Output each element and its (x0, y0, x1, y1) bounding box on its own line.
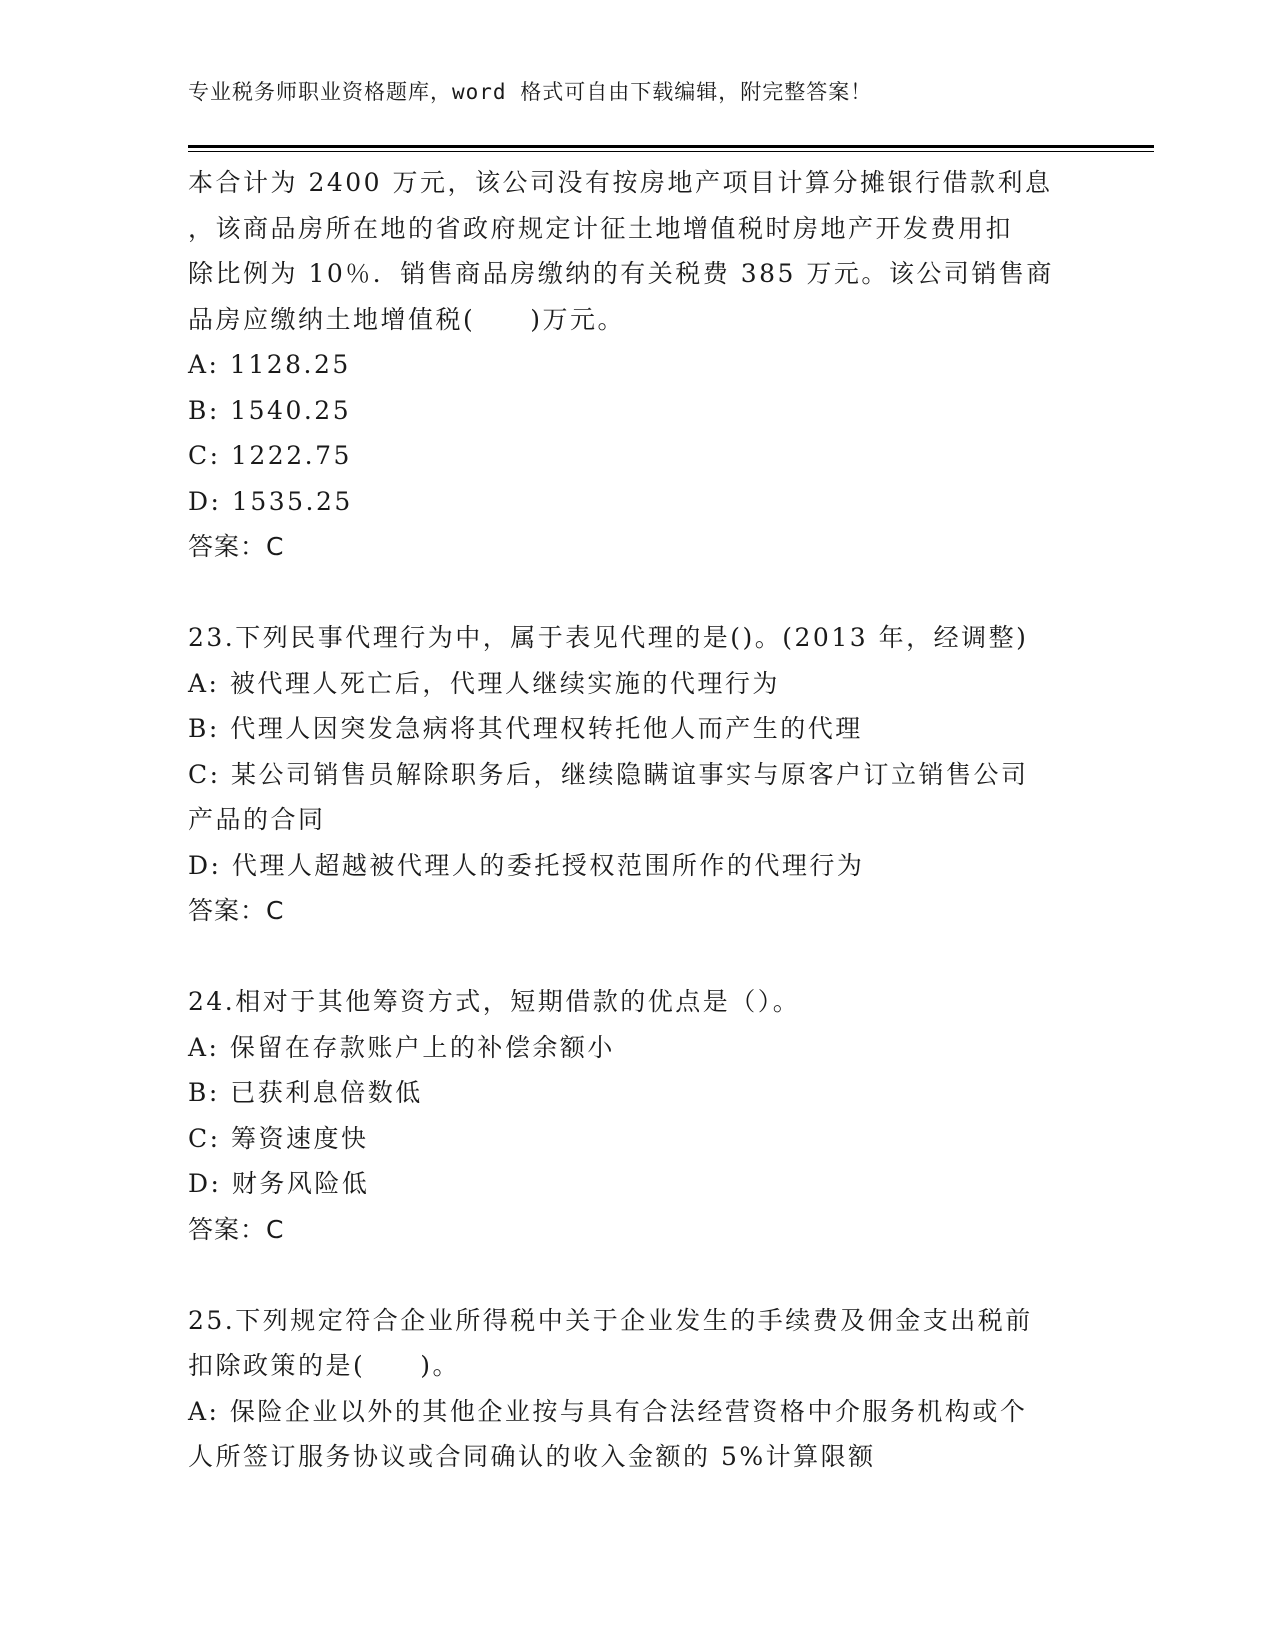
q22-stem-line: 本合计为 2400 万元，该公司没有按房地产项目计算分摊银行借款利息 (188, 168, 1053, 197)
q22-option-d: D: 1535.25 (188, 486, 353, 516)
q24-answer: 答案：C (188, 1214, 285, 1244)
spacer (188, 570, 1088, 616)
header-divider-thin (188, 151, 1154, 152)
question-content (188, 160, 1088, 1480)
q24-option-a: A: 保留在存款账户上的补偿余额小 (188, 1032, 615, 1062)
q22-option-c: C: 1222.75 (188, 441, 352, 470)
spacer (188, 934, 1088, 980)
q22-stem-line: 品房应缴纳土地增值税( )万元。 (188, 304, 626, 334)
q22-option-a: A: 1128.25 (188, 350, 351, 379)
q23-stem: 23.下列民事代理行为中，属于表见代理的是()。(2013 年，经调整) (188, 623, 1029, 652)
q24-stem: 24.相对于其他筹资方式，短期借款的优点是（）。 (188, 987, 801, 1016)
q22-stem-line: 除比例为 10％．销售商品房缴纳的有关税费 385 万元。该公司销售商 (188, 259, 1054, 288)
q23-option-b: B: 代理人因突发急病将其代理权转托他人而产生的代理 (188, 714, 863, 743)
q25-stem-line: 扣除政策的是( )。 (188, 1351, 461, 1380)
q23-option-a: A: 被代理人死亡后，代理人继续实施的代理行为 (188, 668, 780, 698)
q25-stem-line: 25.下列规定符合企业所得税中关于企业发生的手续费及佣金支出税前 (188, 1305, 1033, 1335)
q24-option-c: C: 筹资速度快 (188, 1123, 369, 1153)
q22-answer: 答案：C (188, 532, 285, 561)
page-header: 专业税务师职业资格题库，word 格式可自由下载编辑，附完整答案！ (188, 80, 873, 104)
q23-option-c-cont: 产品的合同 (188, 805, 326, 834)
q22-stem-line: ，该商品房所在地的省政府规定计征土地增值税时房地产开发费用扣 (188, 213, 1014, 243)
q24-option-d: D: 财务风险低 (188, 1169, 370, 1198)
q24-option-b: B: 已获利息倍数低 (188, 1078, 423, 1107)
q22-option-b: B: 1540.25 (188, 395, 352, 425)
header-divider-thick (188, 145, 1154, 148)
q23-answer: 答案：C (188, 896, 285, 925)
q23-option-c: C: 某公司销售员解除职务后，继续隐瞒谊事实与原客户订立销售公司 (188, 759, 1029, 789)
q23-option-d: D: 代理人超越被代理人的委托授权范围所作的代理行为 (188, 850, 865, 880)
q25-option-a-cont: 人所签订服务协议或合同确认的收入金额的 5%计算限额 (188, 1442, 876, 1471)
spacer (188, 1252, 1088, 1298)
q25-option-a: A: 保险企业以外的其他企业按与具有合法经营资格中介服务机构或个 (188, 1396, 1028, 1426)
